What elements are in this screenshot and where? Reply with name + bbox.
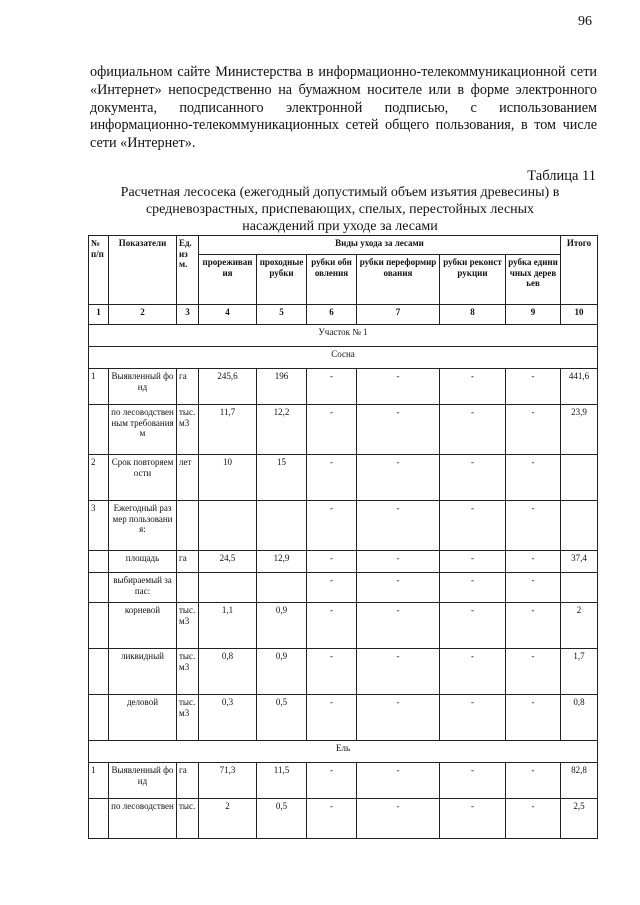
table-row: [89, 603, 598, 649]
value-renewal: -: [307, 763, 357, 799]
value-single-trees: -: [506, 455, 561, 501]
row-unit: [177, 501, 199, 551]
row-num: [89, 551, 109, 573]
section-plot: Участок № 1: [89, 325, 598, 347]
value-thinning: 10: [199, 455, 257, 501]
row-indicator: деловой: [109, 695, 177, 741]
row-indicator: Ежегодный размер пользования:: [109, 501, 177, 551]
value-single-trees: -: [506, 799, 561, 839]
table-row: [89, 455, 598, 501]
value-single-trees: -: [506, 763, 561, 799]
forest-cutting-table: [88, 235, 598, 839]
value-reforming: -: [357, 455, 440, 501]
value-total: 82,8: [561, 763, 598, 799]
value-single-trees: -: [506, 649, 561, 695]
header-total: Итого: [561, 236, 598, 305]
table-header-row: [89, 236, 598, 255]
value-single-trees: -: [506, 501, 561, 551]
row-num: 2: [89, 455, 109, 501]
row-indicator: по лесоводствен: [109, 799, 177, 839]
value-renewal: -: [307, 573, 357, 603]
value-single-trees: -: [506, 695, 561, 741]
value-passage: 12,9: [257, 551, 307, 573]
value-reforming: -: [357, 695, 440, 741]
header-passage: проходные рубки: [257, 255, 307, 305]
value-passage: 0,9: [257, 603, 307, 649]
row-indicator: Выявленный фонд: [109, 763, 177, 799]
value-thinning: 0,8: [199, 649, 257, 695]
value-reforming: -: [357, 573, 440, 603]
value-reforming: -: [357, 551, 440, 573]
value-reconstruction: -: [440, 551, 506, 573]
section-row: [89, 741, 598, 763]
column-number-cell: 6: [307, 305, 357, 325]
column-number-cell: 1: [89, 305, 109, 325]
row-indicator: площадь: [109, 551, 177, 573]
value-total: 2: [561, 603, 598, 649]
value-reconstruction: -: [440, 455, 506, 501]
value-passage: 0,9: [257, 649, 307, 695]
value-reconstruction: -: [440, 501, 506, 551]
value-reconstruction: -: [440, 573, 506, 603]
value-reforming: -: [357, 799, 440, 839]
row-num: 1: [89, 763, 109, 799]
row-num: [89, 573, 109, 603]
row-unit: лет: [177, 455, 199, 501]
value-reconstruction: -: [440, 695, 506, 741]
value-renewal: -: [307, 455, 357, 501]
header-single-trees: рубка единичных деревьев: [506, 255, 561, 305]
value-renewal: -: [307, 799, 357, 839]
row-unit: тыс. м3: [177, 649, 199, 695]
value-total: 0,8: [561, 695, 598, 741]
row-unit: тыс. м3: [177, 405, 199, 455]
column-number-cell: 8: [440, 305, 506, 325]
value-thinning: 245,6: [199, 369, 257, 405]
value-passage: 12,2: [257, 405, 307, 455]
value-reconstruction: -: [440, 405, 506, 455]
value-renewal: -: [307, 405, 357, 455]
section-spruce: Ель: [89, 741, 598, 763]
header-renewal: рубки обновления: [307, 255, 357, 305]
column-number-cell: 3: [177, 305, 199, 325]
row-indicator: Срок повторяемости: [109, 455, 177, 501]
value-reconstruction: -: [440, 763, 506, 799]
value-reconstruction: -: [440, 603, 506, 649]
header-reconstruction: рубки реконструкции: [440, 255, 506, 305]
value-passage: 196: [257, 369, 307, 405]
table-row: [89, 799, 598, 839]
row-num: [89, 649, 109, 695]
value-thinning: 71,3: [199, 763, 257, 799]
section-pine: Сосна: [89, 347, 598, 369]
value-thinning: 11,7: [199, 405, 257, 455]
value-renewal: -: [307, 603, 357, 649]
value-single-trees: -: [506, 369, 561, 405]
column-number-cell: 4: [199, 305, 257, 325]
intro-paragraph: официальном сайте Министерства в информационно-телекоммуникационной сети «Интернет» непосредственно на бумажном носителе или в форме электронного документа, подписанного электронной подписью, с использованием информационно-телекоммуникационных сетей общего пользования, в том числе сети «Интернет».: [90, 64, 597, 152]
section-row: [89, 325, 598, 347]
table-row: [89, 573, 598, 603]
row-indicator: корневой: [109, 603, 177, 649]
value-passage: 15: [257, 455, 307, 501]
value-reconstruction: -: [440, 649, 506, 695]
value-reconstruction: -: [440, 369, 506, 405]
value-reforming: -: [357, 649, 440, 695]
value-single-trees: -: [506, 603, 561, 649]
value-thinning: 2: [199, 799, 257, 839]
table-row: [89, 369, 598, 405]
value-passage: 11,5: [257, 763, 307, 799]
row-indicator: по лесоводственным требованиям: [109, 405, 177, 455]
row-num: [89, 603, 109, 649]
column-number-cell: 5: [257, 305, 307, 325]
row-unit: тыс.: [177, 799, 199, 839]
row-num: [89, 405, 109, 455]
row-indicator: Выявленный фонд: [109, 369, 177, 405]
table-row: [89, 649, 598, 695]
value-reforming: -: [357, 603, 440, 649]
value-reforming: -: [357, 405, 440, 455]
header-reforming: рубки переформирования: [357, 255, 440, 305]
value-total: 23,9: [561, 405, 598, 455]
value-passage: [257, 501, 307, 551]
value-thinning: 24,5: [199, 551, 257, 573]
value-total: 2,5: [561, 799, 598, 839]
value-renewal: -: [307, 649, 357, 695]
section-row: [89, 347, 598, 369]
value-single-trees: -: [506, 551, 561, 573]
table-row: [89, 551, 598, 573]
table-row: [89, 695, 598, 741]
column-number-cell: 9: [506, 305, 561, 325]
column-number-cell: 10: [561, 305, 598, 325]
value-passage: 0,5: [257, 799, 307, 839]
value-renewal: -: [307, 369, 357, 405]
value-total: [561, 573, 598, 603]
value-passage: [257, 573, 307, 603]
column-number-cell: 2: [109, 305, 177, 325]
table-row: [89, 763, 598, 799]
header-unit: Ед. изм.: [177, 236, 199, 305]
value-total: 441,6: [561, 369, 598, 405]
row-num: 3: [89, 501, 109, 551]
table-row: [89, 501, 598, 551]
row-unit: тыс. м3: [177, 603, 199, 649]
row-unit: га: [177, 763, 199, 799]
value-thinning: 0,3: [199, 695, 257, 741]
value-thinning: 1,1: [199, 603, 257, 649]
table-row: [89, 405, 598, 455]
row-unit: [177, 573, 199, 603]
row-num: [89, 695, 109, 741]
header-care-types: Виды ухода за лесами: [199, 236, 561, 255]
row-indicator: выбираемый запас:: [109, 573, 177, 603]
value-single-trees: -: [506, 573, 561, 603]
row-num: [89, 799, 109, 839]
row-unit: тыс. м3: [177, 695, 199, 741]
row-indicator: ликвидный: [109, 649, 177, 695]
row-unit: га: [177, 551, 199, 573]
value-total: 37,4: [561, 551, 598, 573]
value-renewal: -: [307, 695, 357, 741]
value-total: [561, 501, 598, 551]
value-total: [561, 455, 598, 501]
table-label: Таблица 11: [527, 168, 596, 184]
header-indicators: Показатели: [109, 236, 177, 305]
value-reforming: -: [357, 369, 440, 405]
column-numbers-row: [89, 305, 598, 325]
value-renewal: -: [307, 551, 357, 573]
header-thinning: прореживания: [199, 255, 257, 305]
value-total: 1,7: [561, 649, 598, 695]
value-reconstruction: -: [440, 799, 506, 839]
value-reforming: -: [357, 763, 440, 799]
table-caption: Расчетная лесосека (ежегодный допустимый объем изъятия древесины) в средневозрастных, приспевающих, спелых, перестойных лесных насаждений при уходе за лесами: [120, 185, 560, 234]
value-reforming: -: [357, 501, 440, 551]
value-renewal: -: [307, 501, 357, 551]
column-number-cell: 7: [357, 305, 440, 325]
value-thinning: [199, 573, 257, 603]
row-num: 1: [89, 369, 109, 405]
row-unit: га: [177, 369, 199, 405]
value-single-trees: -: [506, 405, 561, 455]
header-num: № п/п: [89, 236, 109, 305]
value-thinning: [199, 501, 257, 551]
value-passage: 0,5: [257, 695, 307, 741]
page-number: 96: [578, 14, 592, 29]
